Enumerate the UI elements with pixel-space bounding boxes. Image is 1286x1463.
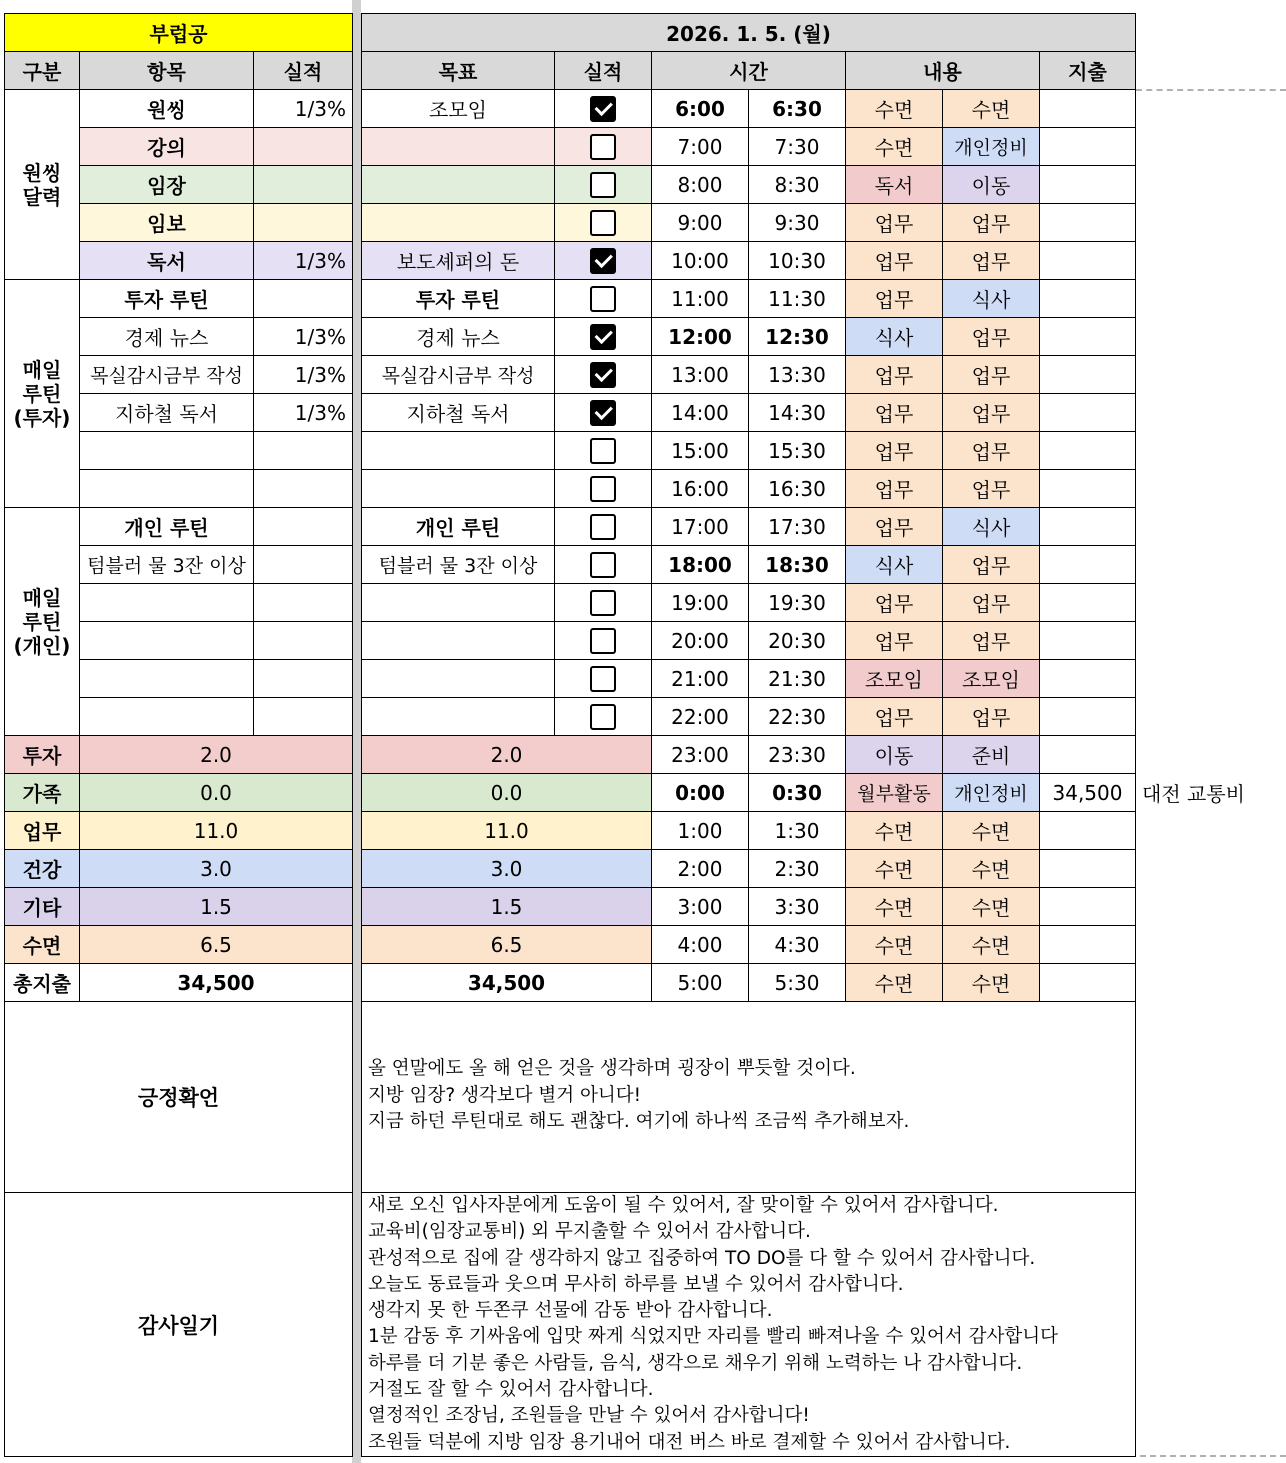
header-content: 내용 [845,51,1040,90]
goal-text[interactable]: 투자 루틴 [361,279,555,318]
time-end: 20:30 [748,621,846,660]
content-first-half[interactable]: 업무 [845,469,943,508]
content-first-half[interactable]: 업무 [845,583,943,622]
content-second-half[interactable]: 업무 [942,621,1040,660]
item-name[interactable]: 원씽 [79,89,254,128]
summary-label: 건강 [4,849,80,888]
content-first-half[interactable]: 독서 [845,165,943,204]
item-name[interactable]: 지하철 독서 [79,393,254,432]
summary-left-value: 11.0 [79,811,353,850]
expense-cell[interactable] [1039,963,1136,1002]
item-name[interactable] [79,697,254,736]
goal-text[interactable]: 목실감시금부 작성 [361,355,555,394]
summary-right-value: 34,500 [361,963,652,1002]
goal-checkbox-cell [554,317,652,356]
header-category: 구분 [4,51,80,90]
content-second-half[interactable]: 식사 [942,507,1040,546]
affirmation-text[interactable]: 올 연말에도 올 해 얻은 것을 생각하며 굉장이 뿌듯할 것이다. 지방 임장? 생각보다 별거 아니다! 지금 하던 루틴대로 해도 괜찮다. 여기에 하나씩 조금씩 추가해보자. [361,1001,1136,1193]
content-first-half[interactable]: 업무 [845,621,943,660]
item-result[interactable] [253,659,353,698]
content-second-half[interactable]: 수면 [942,925,1040,964]
date-title: 2026. 1. 5. (월) [361,13,1136,52]
content-second-half[interactable]: 업무 [942,431,1040,470]
item-result[interactable] [253,469,353,508]
panel-divider[interactable] [352,0,361,1463]
checkbox-icon[interactable] [590,134,616,160]
content-second-half[interactable]: 업무 [942,469,1040,508]
time-start: 5:00 [651,963,749,1002]
summary-left-value: 6.5 [79,925,353,964]
item-name[interactable] [79,659,254,698]
time-start: 15:00 [651,431,749,470]
summary-label: 기타 [4,887,80,926]
time-end: 9:30 [748,203,846,242]
content-second-half[interactable]: 수면 [942,849,1040,888]
expense-cell[interactable] [1039,659,1136,698]
content-second-half[interactable]: 업무 [942,697,1040,736]
checkbox-icon[interactable] [590,666,616,692]
goal-checkbox-cell [554,165,652,204]
time-start: 8:00 [651,165,749,204]
expense-cell[interactable] [1039,697,1136,736]
time-start: 9:00 [651,203,749,242]
item-name[interactable]: 경제 뉴스 [79,317,254,356]
item-result[interactable]: 1/3% [253,241,353,280]
time-start: 16:00 [651,469,749,508]
goal-checkbox-cell [554,507,652,546]
content-second-half[interactable]: 업무 [942,317,1040,356]
checkbox-icon[interactable] [590,286,616,312]
time-start: 11:00 [651,279,749,318]
time-start: 2:00 [651,849,749,888]
time-start: 10:00 [651,241,749,280]
time-start: 22:00 [651,697,749,736]
goal-checkbox-cell [554,697,652,736]
goal-text[interactable] [361,659,555,698]
time-start: 4:00 [651,925,749,964]
expense-note: 대전 교통비 [1142,781,1245,806]
expense-cell[interactable] [1039,621,1136,660]
time-end: 23:30 [748,735,846,774]
expense-cell[interactable] [1039,127,1136,166]
goal-checkbox-cell [554,469,652,508]
time-end: 13:30 [748,355,846,394]
time-end: 8:30 [748,165,846,204]
time-end: 16:30 [748,469,846,508]
content-second-half[interactable]: 업무 [942,583,1040,622]
checkbox-icon[interactable] [590,438,616,464]
time-start: 7:00 [651,127,749,166]
content-first-half[interactable]: 월부활동 [845,773,943,812]
item-name[interactable]: 강의 [79,127,254,166]
checked-checkbox-icon[interactable] [590,324,616,350]
content-second-half[interactable]: 수면 [942,89,1040,128]
expense-cell[interactable] [1039,735,1136,774]
time-end: 2:30 [748,849,846,888]
goal-text[interactable] [361,583,555,622]
content-second-half[interactable]: 업무 [942,241,1040,280]
summary-right-value: 0.0 [361,773,652,812]
content-first-half[interactable]: 업무 [845,241,943,280]
goal-text[interactable] [361,697,555,736]
item-name[interactable] [79,621,254,660]
header-goal: 목표 [361,51,555,90]
goal-checkbox-cell [554,431,652,470]
expense-cell[interactable] [1039,469,1136,508]
time-end: 6:30 [748,89,846,128]
summary-right-value: 11.0 [361,811,652,850]
goal-checkbox-cell [554,241,652,280]
summary-label: 업무 [4,811,80,850]
item-result[interactable] [253,203,353,242]
expense-cell[interactable] [1039,545,1136,584]
checked-checkbox-icon[interactable] [590,96,616,122]
goal-text[interactable] [361,203,555,242]
checkbox-icon[interactable] [590,172,616,198]
expense-cell[interactable] [1039,811,1136,850]
item-name[interactable]: 목실감시금부 작성 [79,355,254,394]
expense-cell[interactable] [1039,355,1136,394]
time-end: 3:30 [748,887,846,926]
checked-checkbox-icon[interactable] [590,362,616,388]
item-name[interactable]: 텀블러 물 3잔 이상 [79,545,254,584]
summary-right-value: 6.5 [361,925,652,964]
expense-cell[interactable] [1039,431,1136,470]
goal-text[interactable] [361,621,555,660]
goal-checkbox-cell [554,203,652,242]
summary-left-value: 34,500 [79,963,353,1002]
content-second-half[interactable]: 업무 [942,203,1040,242]
item-result[interactable] [253,127,353,166]
time-start: 19:00 [651,583,749,622]
header-item: 항목 [79,51,254,90]
goal-text[interactable]: 개인 루틴 [361,507,555,546]
summary-right-value: 3.0 [361,849,652,888]
time-end: 4:30 [748,925,846,964]
time-start: 17:00 [651,507,749,546]
summary-right-value: 2.0 [361,735,652,774]
expense-cell[interactable]: 34,500 [1039,773,1136,812]
item-result[interactable]: 1/3% [253,393,353,432]
item-name[interactable] [79,583,254,622]
time-start: 12:00 [651,317,749,356]
time-start: 14:00 [651,393,749,432]
checked-checkbox-icon[interactable] [590,400,616,426]
time-end: 12:30 [748,317,846,356]
item-result[interactable]: 1/3% [253,89,353,128]
checkbox-icon[interactable] [590,210,616,236]
time-start: 18:00 [651,545,749,584]
time-start: 3:00 [651,887,749,926]
expense-cell[interactable] [1039,279,1136,318]
goal-text[interactable]: 지하철 독서 [361,393,555,432]
summary-label: 총지출 [4,963,80,1002]
expense-cell[interactable] [1039,925,1136,964]
header-result-left: 실적 [253,51,353,90]
content-second-half[interactable]: 수면 [942,811,1040,850]
affirmation-label: 긍정확언 [4,1001,353,1193]
content-second-half[interactable]: 수면 [942,963,1040,1002]
item-name[interactable] [79,431,254,470]
goal-checkbox-cell [554,279,652,318]
content-first-half[interactable]: 업무 [845,431,943,470]
time-end: 21:30 [748,659,846,698]
expense-cell[interactable] [1039,89,1136,128]
content-second-half[interactable]: 식사 [942,279,1040,318]
goal-text[interactable] [361,431,555,470]
time-end: 5:30 [748,963,846,1002]
content-first-half[interactable]: 수면 [845,887,943,926]
goal-checkbox-cell [554,545,652,584]
summary-right-value: 1.5 [361,887,652,926]
summary-left-value: 2.0 [79,735,353,774]
content-first-half[interactable]: 수면 [845,963,943,1002]
time-start: 1:00 [651,811,749,850]
item-result[interactable] [253,507,353,546]
expense-cell[interactable] [1039,203,1136,242]
group-label: 매일 루틴 (개인) [4,507,80,736]
checkbox-icon[interactable] [590,704,616,730]
goal-checkbox-cell [554,89,652,128]
checkbox-icon[interactable] [590,590,616,616]
time-end: 11:30 [748,279,846,318]
goal-text[interactable]: 조모임 [361,89,555,128]
item-name[interactable]: 임장 [79,165,254,204]
item-result[interactable] [253,279,353,318]
time-end: 7:30 [748,127,846,166]
item-result[interactable] [253,621,353,660]
time-end: 1:30 [748,811,846,850]
content-first-half[interactable]: 수면 [845,849,943,888]
expense-cell[interactable] [1039,887,1136,926]
header-result-right: 실적 [554,51,652,90]
content-first-half[interactable]: 조모임 [845,659,943,698]
goal-text[interactable] [361,469,555,508]
expense-cell[interactable] [1039,507,1136,546]
content-first-half[interactable]: 업무 [845,393,943,432]
content-first-half[interactable]: 업무 [845,279,943,318]
time-end: 0:30 [748,773,846,812]
group-label: 원씽 달력 [4,89,80,280]
goal-text[interactable] [361,127,555,166]
time-end: 14:30 [748,393,846,432]
time-end: 17:30 [748,507,846,546]
checked-checkbox-icon[interactable] [590,248,616,274]
item-result[interactable] [253,583,353,622]
content-second-half[interactable]: 업무 [942,355,1040,394]
expense-cell[interactable] [1039,849,1136,888]
item-name[interactable]: 독서 [79,241,254,280]
content-first-half[interactable]: 수면 [845,127,943,166]
content-first-half[interactable]: 식사 [845,317,943,356]
item-result[interactable] [253,545,353,584]
summary-label: 가족 [4,773,80,812]
time-start: 20:00 [651,621,749,660]
time-start: 21:00 [651,659,749,698]
expense-cell[interactable] [1039,165,1136,204]
time-end: 10:30 [748,241,846,280]
item-name[interactable]: 임보 [79,203,254,242]
content-first-half[interactable]: 업무 [845,355,943,394]
goal-text[interactable] [361,165,555,204]
time-start: 6:00 [651,89,749,128]
time-end: 19:30 [748,583,846,622]
goal-checkbox-cell [554,127,652,166]
goal-checkbox-cell [554,355,652,394]
expense-cell[interactable] [1039,583,1136,622]
content-first-half[interactable]: 업무 [845,203,943,242]
content-first-half[interactable]: 업무 [845,507,943,546]
time-end: 22:30 [748,697,846,736]
content-second-half[interactable]: 조모임 [942,659,1040,698]
checkbox-icon[interactable] [590,514,616,540]
content-first-half[interactable]: 수면 [845,811,943,850]
content-first-half[interactable]: 수면 [845,925,943,964]
header-expense: 지출 [1039,51,1136,90]
content-second-half[interactable]: 업무 [942,545,1040,584]
header-time: 시간 [651,51,846,90]
checkbox-icon[interactable] [590,476,616,502]
left-title: 부럽공 [4,13,353,52]
content-second-half[interactable]: 수면 [942,887,1040,926]
summary-left-value: 3.0 [79,849,353,888]
content-second-half[interactable]: 준비 [942,735,1040,774]
content-first-half[interactable]: 이동 [845,735,943,774]
time-end: 18:30 [748,545,846,584]
content-second-half[interactable]: 개인정비 [942,773,1040,812]
content-first-half[interactable]: 수면 [845,89,943,128]
time-end: 15:30 [748,431,846,470]
gratitude-label: 감사일기 [4,1192,353,1457]
page-break-top [1136,89,1286,91]
goal-checkbox-cell [554,393,652,432]
expense-cell[interactable] [1039,317,1136,356]
goal-text[interactable]: 텀블러 물 3잔 이상 [361,545,555,584]
expense-cell[interactable] [1039,241,1136,280]
content-second-half[interactable]: 이동 [942,165,1040,204]
item-result[interactable] [253,697,353,736]
item-name[interactable]: 개인 루틴 [79,507,254,546]
item-result[interactable]: 1/3% [253,317,353,356]
expense-cell[interactable] [1039,393,1136,432]
group-label: 매일 루틴 (투자) [4,279,80,508]
item-result[interactable] [253,431,353,470]
goal-text[interactable]: 보도셰퍼의 돈 [361,241,555,280]
goal-text[interactable]: 경제 뉴스 [361,317,555,356]
time-start: 13:00 [651,355,749,394]
time-start: 0:00 [651,773,749,812]
item-name[interactable]: 투자 루틴 [79,279,254,318]
summary-label: 투자 [4,735,80,774]
item-result[interactable]: 1/3% [253,355,353,394]
checkbox-icon[interactable] [590,552,616,578]
summary-left-value: 1.5 [79,887,353,926]
content-first-half[interactable]: 업무 [845,697,943,736]
summary-label: 수면 [4,925,80,964]
time-start: 23:00 [651,735,749,774]
goal-checkbox-cell [554,621,652,660]
content-second-half[interactable]: 개인정비 [942,127,1040,166]
checkbox-icon[interactable] [590,628,616,654]
item-result[interactable] [253,165,353,204]
content-second-half[interactable]: 업무 [942,393,1040,432]
item-name[interactable] [79,469,254,508]
goal-checkbox-cell [554,659,652,698]
gratitude-text[interactable]: 새로 오신 입사자분에게 도움이 될 수 있어서, 잘 맞이할 수 있어서 감사합니다. 교육비(임장교통비) 외 무지출할 수 있어서 감사합니다. 관성적으로 집에 갈 생각하지 않고 집중하여 TO DO를 다 할 수 있어서 감사합니다. 오늘도 동료들과 웃으며 무사히 하루를 보낼 수 있어서 감사합니다. 생각지 못 한 두쫀쿠 선물에 감동 받아 감사합니다. 1분 감동 후 기싸움에 입맛 짜게 식었지만 자리를 빨리 빠져나올 수 있어서 감사합니다 하루를 더 기분 좋은 사람들, 음식, 생각으로 채우기 위해 노력하는 나 감사합니다. 거절도 잘 할 수 있어서 감사합니다. 열정적인 조장님, 조원들을 만날 수 있어서 감사합니다! 조원들 덕분에 지방 임장 용기내어 대전 버스 바로 결제할 수 있어서 감사합니다. [361,1192,1136,1457]
content-first-half[interactable]: 식사 [845,545,943,584]
summary-left-value: 0.0 [79,773,353,812]
goal-checkbox-cell [554,583,652,622]
